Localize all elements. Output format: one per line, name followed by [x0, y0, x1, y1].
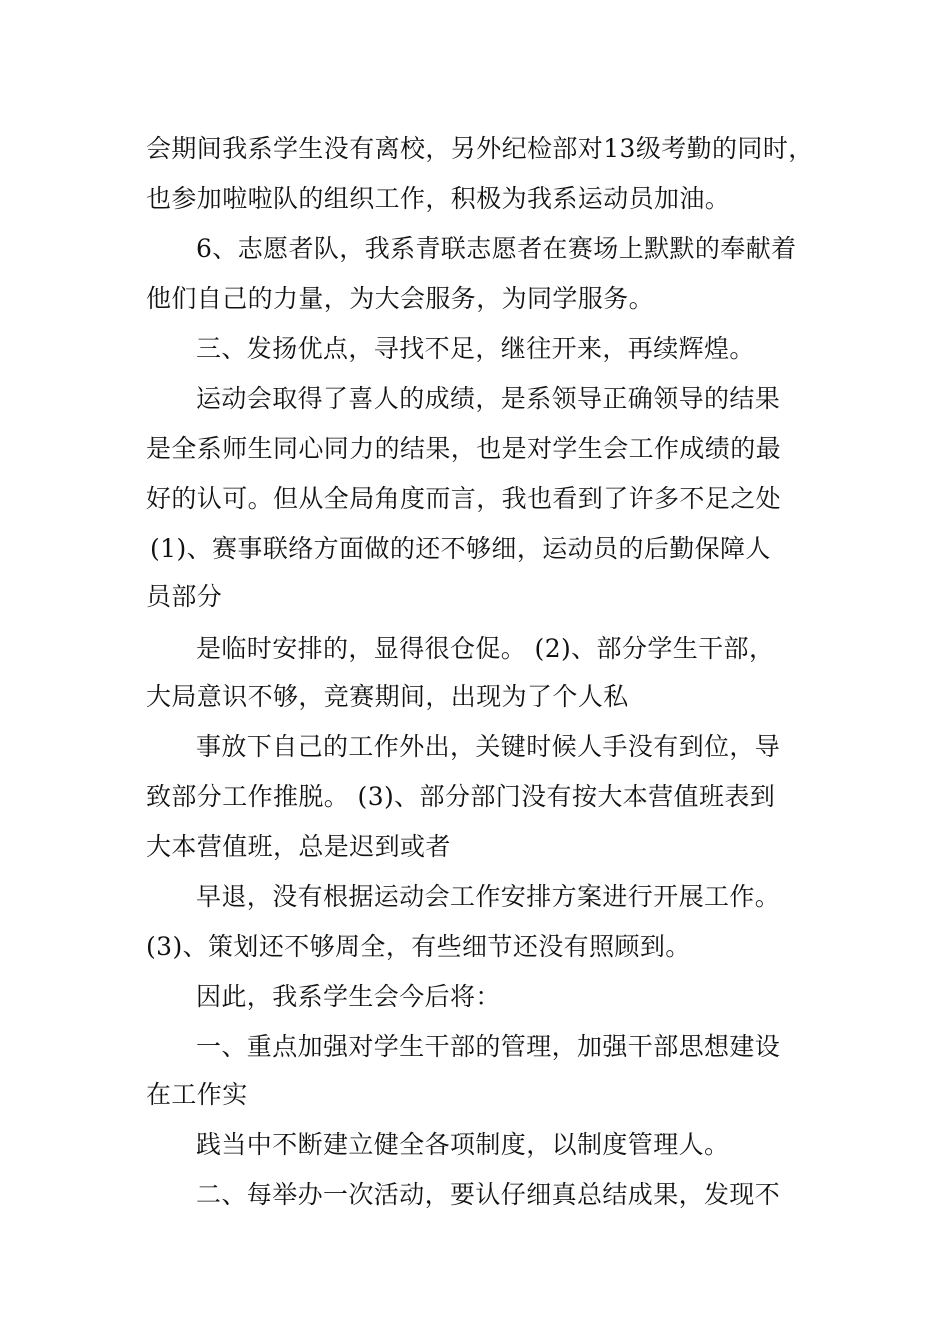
text-line: 是临时安排的，显得很仓促。 (2)、部分学生干部，: [196, 634, 775, 663]
text-line: 践当中不断建立健全各项制度，以制度管理人。: [196, 1130, 730, 1159]
text-line: 6、志愿者队，我系青联志愿者在赛场上默默的奉献着: [196, 234, 797, 263]
text-line: 事放下自己的工作外出，关键时候人手没有到位，导: [196, 732, 781, 761]
text-line: 也参加啦啦队的组织工作，积极为我系运动员加油。: [146, 184, 731, 213]
text-line: 一、重点加强对学生干部的管理，加强干部思想建设: [196, 1032, 781, 1061]
text-line: 会期间我系学生没有离校，另外纪检部对13级考勤的同时，: [146, 134, 814, 163]
text-line: 大本营值班，总是迟到或者: [146, 832, 451, 861]
text-line: (3)、策划还不够周全，有些细节还没有照顾到。: [146, 932, 691, 961]
text-line: 运动会取得了喜人的成绩，是系领导正确领导的结果: [196, 384, 781, 413]
text-line: 二、每举办一次活动，要认仔细真总结成果，发现不: [196, 1180, 781, 1209]
text-line: 因此，我系学生会今后将：: [196, 982, 501, 1011]
text-line: 在工作实: [146, 1080, 248, 1109]
text-line: 好的认可。但从全局角度而言，我也看到了许多不足之处: [146, 484, 782, 513]
text-line: 早退，没有根据运动会工作安排方案进行开展工作。: [196, 882, 781, 911]
text-line: 大局意识不够，竞赛期间，出现为了个人私: [146, 682, 629, 711]
text-line: 三、发扬优点，寻找不足，继往开来，再续辉煌。: [196, 334, 755, 363]
text-line: 他们自己的力量，为大会服务，为同学服务。: [146, 284, 655, 313]
text-line: (1)、赛事联络方面做的还不够细，运动员的后勤保障人: [150, 534, 771, 563]
text-line: 致部分工作推脱。 (3)、部分部门没有按大本营值班表到: [146, 782, 776, 811]
text-line: 员部分: [146, 582, 223, 611]
text-line: 是全系师生同心同力的结果，也是对学生会工作成绩的最: [146, 434, 782, 463]
